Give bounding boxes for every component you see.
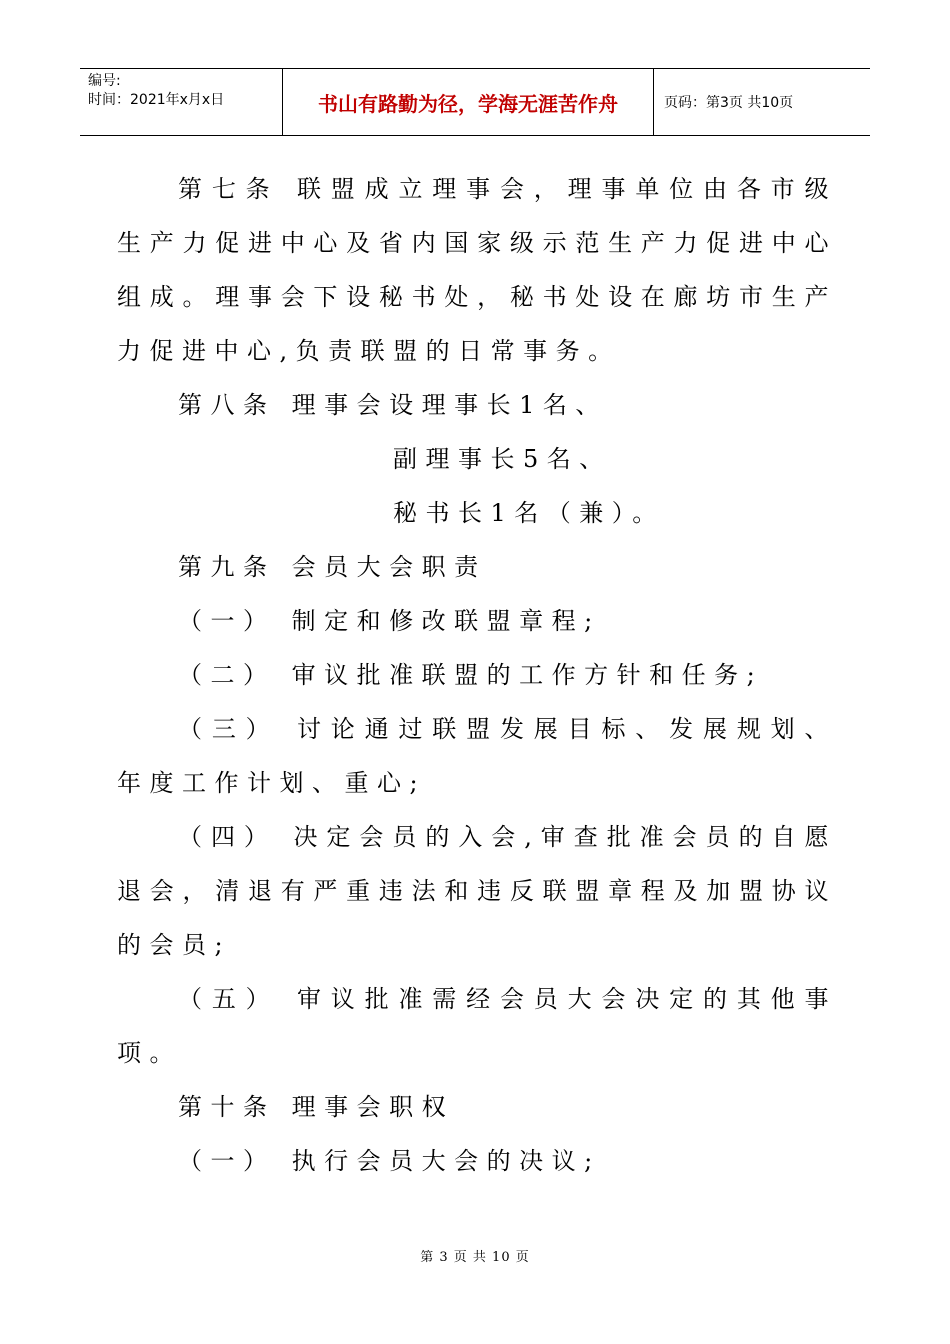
article-7: 第七条 联盟成立理事会，理事单位由各市级生产力促进中心及省内国家级示范生产力促进中心组成。理事会下设秘书处，秘书处设在廊坊市生产力促进中心,负责联盟的日常事务。 (117, 175, 837, 365)
header-motto: 书山有路勤为径，学海无涯苦作舟 (282, 69, 654, 135)
article-9-title: 第九条 会员大会职责 (178, 553, 487, 581)
article-8: 第八条 理事会设理事长1名、 (178, 391, 608, 419)
article-8-vice-chair: 副理事长5名、 (393, 445, 612, 473)
article-9-item-3: （三） 讨论通过联盟发展目标、发展规划、年度工作计划、重心; (117, 715, 837, 797)
header-page-indicator: 页码：第3页 共10页 (664, 95, 794, 111)
article-9-item-4: （四） 决定会员的入会,审查批准会员的自愿退会，清退有严重违法和违反联盟章程及加盟协议的会员; (117, 823, 837, 959)
article-9-item-5: （五） 审议批准需经会员大会决定的其他事项。 (117, 985, 837, 1067)
document-date-label: 时间：2021年x月x日 (88, 92, 225, 108)
article-9-item-2: （二） 审议批准联盟的工作方针和任务; (178, 661, 764, 689)
article-9-item-1: （一） 制定和修改联盟章程; (178, 607, 601, 635)
page-header (80, 68, 870, 136)
article-10-item-1: （一） 执行会员大会的决议; (178, 1147, 601, 1175)
document-number-label: 编号: (88, 73, 121, 89)
page-footer: 第 3 页 共 10 页 (420, 1250, 530, 1265)
document-body (117, 162, 837, 1188)
article-10-title: 第十条 理事会职权 (178, 1093, 455, 1121)
article-8-secretary: 秘书长1名（兼）。 (393, 499, 665, 527)
header-meta (80, 69, 282, 135)
